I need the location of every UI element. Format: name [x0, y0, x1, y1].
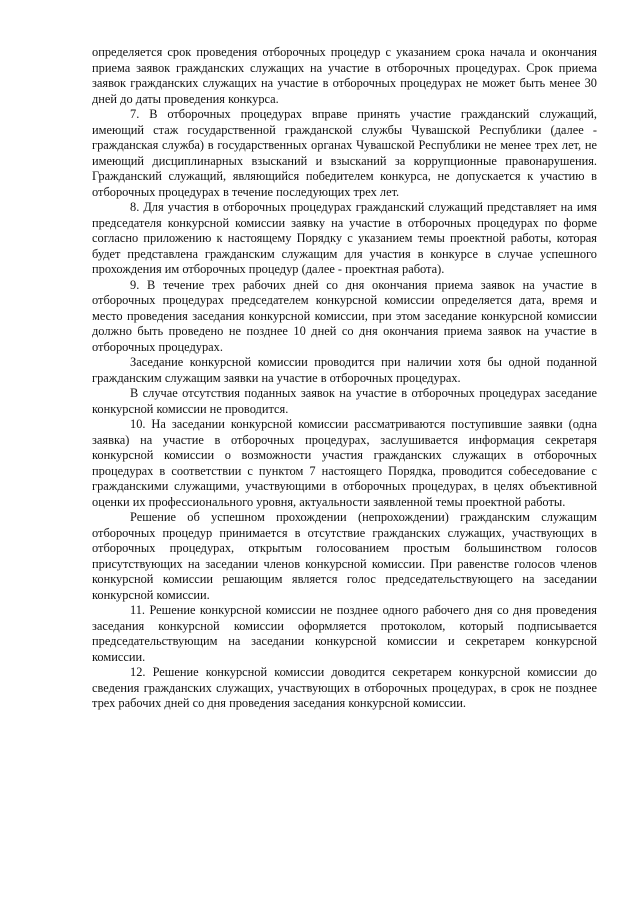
- paragraph-session-quorum: Заседание конкурсной комиссии проводится при наличии хотя бы одной поданной гражданским служащим заявки на участие в отборочных процедурах.: [92, 355, 597, 385]
- document-body: [92, 45, 597, 712]
- paragraph-decision-voting: Решение об успешном прохождении (непрохождении) гражданским служащим отборочных процедур принимается в отсутствие гражданских служащих, участвующих в отборочных процедурах, открытым голосованием простым большинством голосов присутствующих на заседании членов конкурсной комиссии. При равенстве голосов членов конкурсной комиссии решающим является голос председательствующего на заседании конкурсной комиссии.: [92, 510, 597, 602]
- paragraph-no-applications: В случае отсутствия поданных заявок на участие в отборочных процедурах заседание конкурсной комиссии не проводится.: [92, 386, 597, 416]
- paragraph-item-7: 7. В отборочных процедурах вправе принять участие гражданский служащий, имеющий стаж государственной гражданской службы Чувашской Республики (далее - гражданская служба) в государственных органах Чувашской Республики не менее трех лет, не имеющий дисциплинарных взысканий и взысканий за коррупционные правонарушения. Гражданский служащий, являющийся победителем конкурса, не допускается к участию в отборочных процедурах в течение последующих трех лет.: [92, 107, 597, 199]
- paragraph-continuation: определяется срок проведения отборочных процедур с указанием срока начала и окончания приема заявок гражданских служащих на участие в отборочных процедурах. Срок приема заявок гражданских служащих на участие в отборочных процедурах не может быть менее 30 дней до даты проведения конкурса.: [92, 45, 597, 106]
- paragraph-item-12: 12. Решение конкурсной комиссии доводится секретарем конкурсной комиссии до сведения гражданских служащих, участвующих в отборочных процедурах, в срок не позднее трех рабочих дней со дня проведения заседания конкурсной комиссии.: [92, 665, 597, 710]
- paragraph-item-10: 10. На заседании конкурсной комиссии рассматриваются поступившие заявки (одна заявка) на участие в отборочных процедурах, заслушивается информация секретаря конкурсной комиссии о возможности участия гражданских служащих в отборочных процедурах в соответствии с пунктом 7 настоящего Порядка, проводится собеседование с гражданскими служащими, участвующими в отборочных процедурах, в целях объективной оценки их профессионального уровня, актуальности заявленной темы проектной работы.: [92, 417, 597, 509]
- paragraph-item-11: 11. Решение конкурсной комиссии не позднее одного рабочего дня со дня проведения заседания конкурсной комиссии оформляется протоколом, который подписывается председательствующим на заседании конкурсной комиссии и секретарем конкурсной комиссии.: [92, 603, 597, 664]
- paragraph-item-8: 8. Для участия в отборочных процедурах гражданский служащий представляет на имя председателя конкурсной комиссии заявку на участие в отборочных процедурах по форме согласно приложению к настоящему Порядку с указанием темы проектной работы, которая будет представлена гражданским служащим для участия в конкурсе в случае успешного прохождения им отборочных процедур (далее - проектная работа).: [92, 200, 597, 276]
- paragraph-item-9: 9. В течение трех рабочих дней со дня окончания приема заявок на участие в отборочных процедурах председателем конкурсной комиссии определяется дата, время и место проведения заседания конкурсной комиссии, при этом заседание конкурсной комиссии должно быть проведено не позднее 10 дней со дня окончания приема заявок на участие в отборочных процедурах.: [92, 277, 597, 354]
